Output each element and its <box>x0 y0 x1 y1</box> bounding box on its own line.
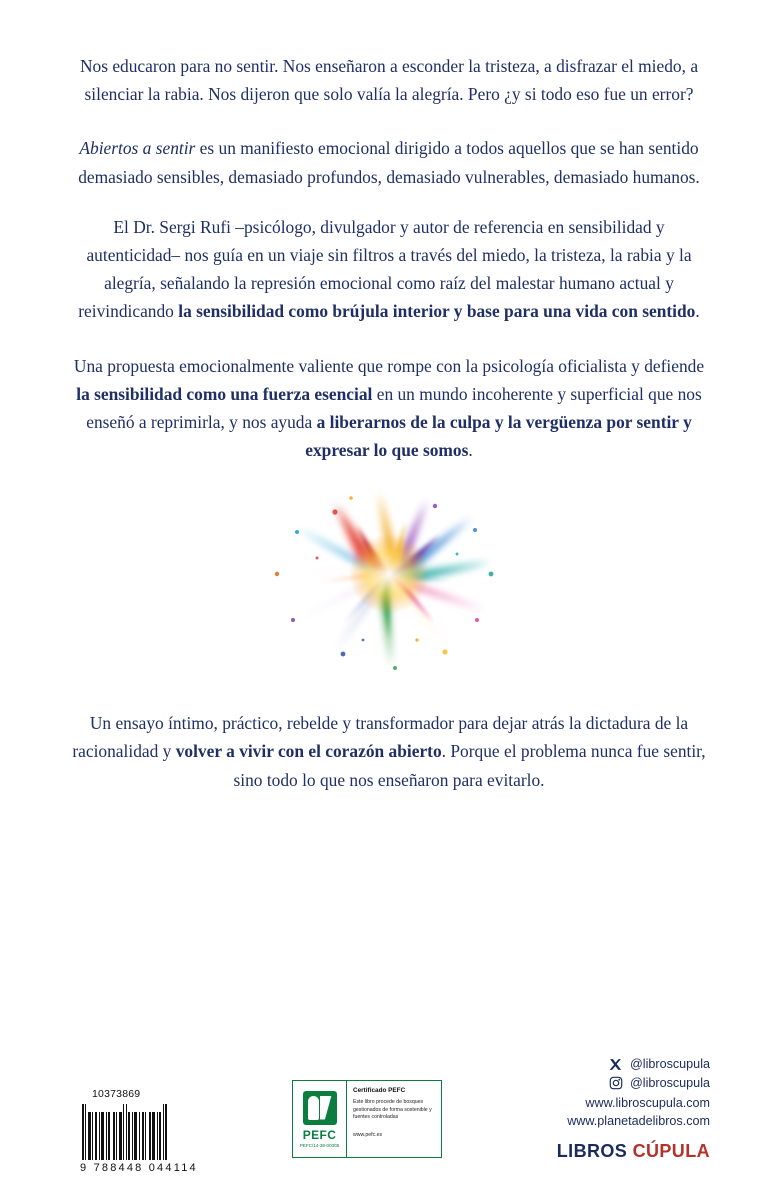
x-handle: @libroscupula <box>630 1057 710 1071</box>
pefc-mark-area <box>293 1081 347 1157</box>
social-line-x[interactable] <box>480 1055 710 1073</box>
pefc-certificate-label: Certificado PEFC <box>353 1087 406 1094</box>
blurb-highlight: volver a vivir con el corazón abierto <box>175 741 442 762</box>
blurb-run: es un manifiesto emocional dirigido a todos aquellos que se han sentido demasiado sensibles, demasiado profundos, demasiado vulnerables, demasiado humanos. <box>78 138 700 187</box>
x-twitter-icon <box>608 1057 623 1072</box>
blurb-run: . <box>468 440 473 461</box>
blurb-run: Una propuesta emocionalmente valiente que rompe con la psicología oficialista y defiende <box>73 355 705 376</box>
colorful-powder-explosion-icon <box>239 470 539 685</box>
blurb-paragraph-2 <box>72 134 706 190</box>
internal-code: 10373869 <box>92 1088 141 1100</box>
blurb-run: en un mundo incoherente y superficial que nos enseñó a reprimirla, y nos ayuda <box>86 383 702 432</box>
blurb-paragraph-5 <box>72 709 706 794</box>
barcode-block <box>72 1088 237 1174</box>
blurb-paragraph-1 <box>72 52 706 108</box>
blurb-run: Un ensayo íntimo, práctico, rebelde y transformador para dejar atrás la dictadura de la racionalidad y <box>72 713 689 762</box>
blurb-paragraph-4 <box>72 352 706 465</box>
blurb-text <box>72 52 706 464</box>
publisher-logo-part1: LIBROS <box>556 1141 628 1161</box>
publisher-logo <box>480 1141 710 1162</box>
blurb-run: El Dr. Sergi Rufi –psicólogo, divulgador y autor de referencia en sensibilidad y autenticidad– nos guía en un viaje sin filtros a través del miedo, la tristeza, la rabia y la alegría, señalando la represión emocional como raíz del malestar humano actual y reivindicando <box>78 216 692 322</box>
blurb-run: . Porque el problema nunca fue sentir, sino todo lo que nos enseñaron para evitarlo. <box>233 741 706 790</box>
blurb-highlight: a liberarnos de la culpa y la vergüenza por sentir y expresar lo que somos <box>305 411 692 461</box>
instagram-icon <box>608 1076 623 1091</box>
closing-text <box>72 709 706 794</box>
blurb-highlight: la sensibilidad como brújula interior y base para una vida con sentido <box>178 301 696 322</box>
pefc-tree-icon <box>303 1091 337 1125</box>
pefc-body-text: Este libro procede de bosques gestionados de forma sostenible y fuentes controladas <box>353 1099 432 1121</box>
blurb-run: Nos educaron para no sentir. Nos enseñaron a esconder la tristeza, a disfrazar el miedo, a silenciar la rabia. Nos dijeron que solo valía la alegría. Pero ¿y si todo eso fue un error? <box>79 56 699 105</box>
planeta-website[interactable]: www.planetadelibros.com <box>567 1113 710 1128</box>
instagram-handle: @libroscupula <box>630 1076 710 1091</box>
pefc-brand: PEFC <box>302 1127 337 1142</box>
pefc-code: PEFC/14-38-00305 <box>299 1142 340 1148</box>
social-line-instagram[interactable] <box>480 1074 710 1092</box>
pefc-url: www.pefc.es <box>353 1131 383 1138</box>
blurb-run: . <box>695 301 700 322</box>
barcode-digits: 9 788448 044114 <box>80 1162 198 1174</box>
cover-footer <box>0 1030 778 1200</box>
book-title-mention: Abiertos a sentir <box>79 138 196 159</box>
pefc-certification-logo <box>292 1080 442 1158</box>
publisher-website[interactable]: www.libroscupula.com <box>585 1095 710 1110</box>
publisher-logo-part2: CÚPULA <box>632 1141 710 1161</box>
pefc-text-area <box>347 1081 441 1157</box>
barcode-bars <box>82 1104 237 1160</box>
publisher-block <box>480 1055 710 1162</box>
blurb-paragraph-3 <box>72 213 706 326</box>
blurb-highlight: la sensibilidad como una fuerza esencial <box>76 383 373 404</box>
